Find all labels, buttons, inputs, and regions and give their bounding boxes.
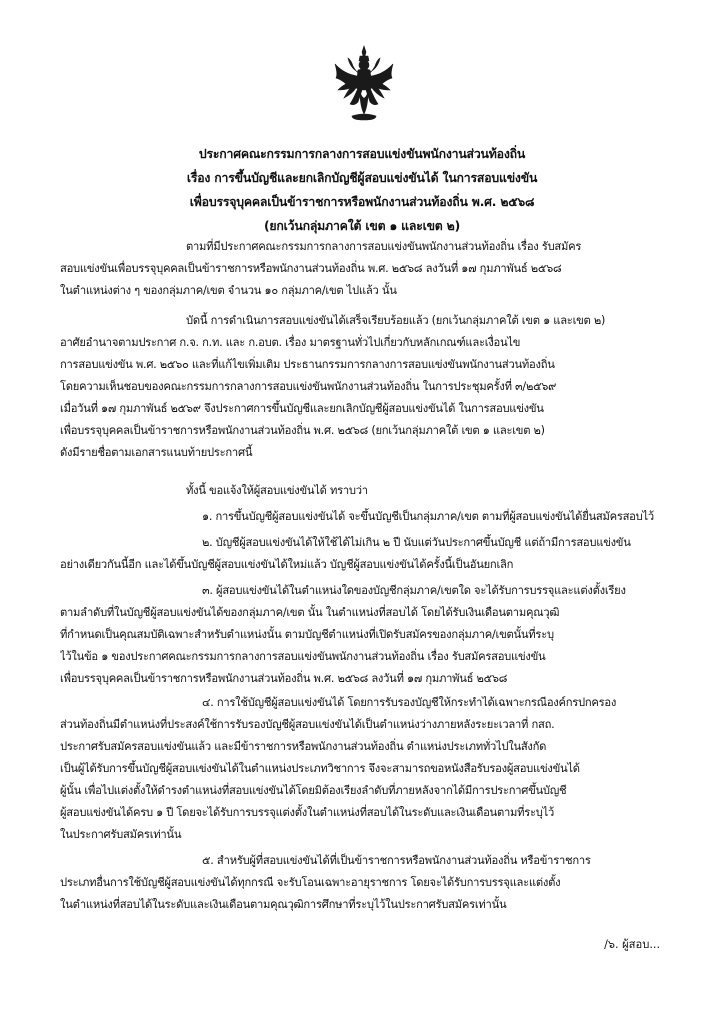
text-line: ตามลำดับที่ในบัญชีผู้สอบแข่งขันได้ของกลุ่มภาค/เขต นั้น ในตำแหน่งที่สอบได้ โดยได้รับเงินเดือนตามคุณวุฒิ xyxy=(60,606,560,619)
condition-item-2 xyxy=(60,532,660,576)
text-line: เป็นผู้ได้รับการขึ้นบัญชีผู้สอบแข่งขันได้ในตำแหน่งประเภทวิชาการ จึงจะสามารถขอหนังสือรับรองผู้สอบแข่งขันได้ xyxy=(60,762,580,775)
text-line: โดยความเห็นชอบของคณะกรรมการกลางการสอบแข่งขันพนักงานส่วนท้องถิ่น ในการประชุมครั้งที่ ๓/๒๕๖๙ xyxy=(60,380,557,393)
text-line: อาศัยอำนาจตามประกาศ ก.จ. ก.ท. และ ก.อบต. เรื่อง มาตรฐานทั่วไปเกี่ยวกับหลักเกณฑ์และเงื่อนไข xyxy=(60,336,521,349)
text-line: อย่างเดียวกันนี้อีก และได้ขึ้นบัญชีผู้สอบแข่งขันได้ใหม่แล้ว บัญชีผู้สอบแข่งขันได้ครั้งนี้เป็นอันยกเลิก xyxy=(60,558,514,571)
text-line: เมื่อวันที่ ๑๗ กุมภาพันธ์ ๒๕๖๙ จึงประกาศการขึ้นบัญชีและยกเลิกบัญชีผู้สอบแข่งขันได้ ในการสอบแข่งขัน xyxy=(60,402,544,415)
text-line: ตามที่มีประกาศคณะกรรมการกลางการสอบแข่งขันพนักงานส่วนท้องถิ่น เรื่อง รับสมัคร xyxy=(186,240,582,253)
paragraph-preamble xyxy=(60,236,660,302)
text-line: ๔. การใช้บัญชีผู้สอบแข่งขันได้ โดยการรับรองบัญชีให้กระทำได้เฉพาะกรณีองค์กรปกครอง xyxy=(202,696,617,709)
text-line: สอบแข่งขันเพื่อบรรจุบุคคลเป็นข้าราชการหรือพนักงานส่วนท้องถิ่น พ.ศ. ๒๕๖๘ ลงวันที่ ๑๗ กุมภาพันธ์ ๒๕๖๘ xyxy=(60,262,562,275)
title-line-1: ประกาศคณะกรรมการกลางการสอบแข่งขันพนักงานส่วนท้องถิ่น xyxy=(198,147,526,161)
title-line-4: (ยกเว้นกลุ่มภาคใต้ เขต ๑ และเขต ๒) xyxy=(263,219,460,233)
notice-intro xyxy=(60,480,660,502)
continuation-note: /๖. ผู้สอบ... xyxy=(604,938,660,951)
text-line: ผู้สอบแข่งขันได้ครบ ๑ ปี โดยจะได้รับการบรรจุแต่งตั้งในตำแหน่งที่สอบได้ในระดับและเงินเดือนตามที่ระบุไว้ xyxy=(60,806,555,819)
text-line: ประกาศรับสมัครสอบแข่งขันแล้ว และมีข้าราชการหรือพนักงานส่วนท้องถิ่น ตำแหน่งประเภททั่วไปในสังกัด xyxy=(60,740,547,753)
text-line: ทั้งนี้ ขอแจ้งให้ผู้สอบแข่งขันได้ ทราบว่า xyxy=(186,484,368,497)
text-line: ที่กำหนดเป็นคุณสมบัติเฉพาะสำหรับตำแหน่งนั้น ตามบัญชีตำแหน่งที่เปิดรับสมัครของกลุ่มภาค/เขตนั้นที่ระบุ xyxy=(60,628,554,641)
text-line: ผู้นั้น เพื่อไปแต่งตั้งให้ดำรงตำแหน่งที่สอบแข่งขันได้โดยมิต้องเรียงลำดับที่ภายหลังจากได้มีการประกาศขึ้นบัญชี xyxy=(60,784,567,797)
text-line: ๑. การขึ้นบัญชีผู้สอบแข่งขันได้ จะขึ้นบัญชีเป็นกลุ่มภาค/เขต ตามที่ผู้สอบแข่งขันได้ยื่นสมัครสอบไว้ xyxy=(202,510,654,523)
text-line: ดังมีรายชื่อตามเอกสารแนบท้ายประกาศนี้ xyxy=(60,446,253,459)
condition-item-5 xyxy=(60,850,660,916)
condition-item-4 xyxy=(60,692,660,846)
announcement-title xyxy=(0,142,724,238)
title-line-3: เพื่อบรรจุบุคคลเป็นข้าราชการหรือพนักงานส่วนท้องถิ่น พ.ศ. ๒๕๖๘ xyxy=(189,195,535,209)
text-line: ไว้ในข้อ ๑ ของประกาศคณะกรรมการกลางการสอบแข่งขันพนักงานส่วนท้องถิ่น เรื่อง รับสมัครสอบแข่งขัน xyxy=(60,650,546,663)
text-line: ในตำแหน่งต่าง ๆ ของกลุ่มภาค/เขต จำนวน ๑๐ กลุ่มภาค/เขต ไปแล้ว นั้น xyxy=(60,284,397,297)
condition-item-3 xyxy=(60,580,660,690)
text-line: ๕. สำหรับผู้ที่สอบแข่งขันได้ที่เป็นข้าราชการหรือพนักงานส่วนท้องถิ่น หรือข้าราชการ xyxy=(202,854,591,867)
text-line: ส่วนท้องถิ่นมีตำแหน่งที่ประสงค์ใช้การรับรองบัญชีผู้สอบแข่งขันได้เป็นตำแหน่งว่างภายหลังระยะเวลาที่ กสถ. xyxy=(60,718,555,731)
text-line: ในประกาศรับสมัครเท่านั้น xyxy=(60,828,182,841)
condition-item-1 xyxy=(60,506,660,528)
text-line: บัดนี้ การดำเนินการสอบแข่งขันได้เสร็จเรียบร้อยแล้ว (ยกเว้นกลุ่มภาคใต้ เขต ๑ และเขต ๒) xyxy=(186,314,606,327)
garuda-emblem-icon xyxy=(332,44,396,124)
paragraph-announcement xyxy=(60,310,660,464)
text-line: ในตำแหน่งที่สอบได้ในระดับและเงินเดือนตามคุณวุฒิการศึกษาที่ระบุไว้ในประกาศรับสมัครเท่านั้น xyxy=(60,898,507,911)
title-line-2: เรื่อง การขึ้นบัญชีและยกเลิกบัญชีผู้สอบแข่งขันได้ ในการสอบแข่งขัน xyxy=(186,171,538,185)
text-line: การสอบแข่งขัน พ.ศ. ๒๕๖๐ และที่แก้ไขเพิ่มเติม ประธานกรรมการกลางการสอบแข่งขันพนักงานส่วนท้องถิ่น xyxy=(60,358,555,371)
text-line: ๓. ผู้สอบแข่งขันได้ในตำแหน่งใดของบัญชีกลุ่มภาค/เขตใด จะได้รับการบรรจุและแต่งตั้งเรียง xyxy=(202,584,626,597)
text-line: เพื่อบรรจุบุคคลเป็นข้าราชการหรือพนักงานส่วนท้องถิ่น พ.ศ. ๒๕๖๘ (ยกเว้นกลุ่มภาคใต้ เขต ๑ และเขต ๒) xyxy=(60,424,545,437)
text-line: ประเภทอื่นการใช้บัญชีผู้สอบแข่งขันได้ทุกกรณี จะรับโอนเฉพาะอายุราชการ โดยจะได้รับการบรรจุและแต่งตั้ง xyxy=(60,876,561,889)
text-line: เพื่อบรรจุบุคคลเป็นข้าราชการหรือพนักงานส่วนท้องถิ่น พ.ศ. ๒๕๖๘ ลงวันที่ ๑๗ กุมภาพันธ์ ๒๕๖๘ xyxy=(60,672,508,685)
text-line: ๒. บัญชีผู้สอบแข่งขันได้ให้ใช้ได้ไม่เกิน ๒ ปี นับแต่วันประกาศขึ้นบัญชี แต่ถ้ามีการสอบแข่งขัน xyxy=(202,536,631,549)
